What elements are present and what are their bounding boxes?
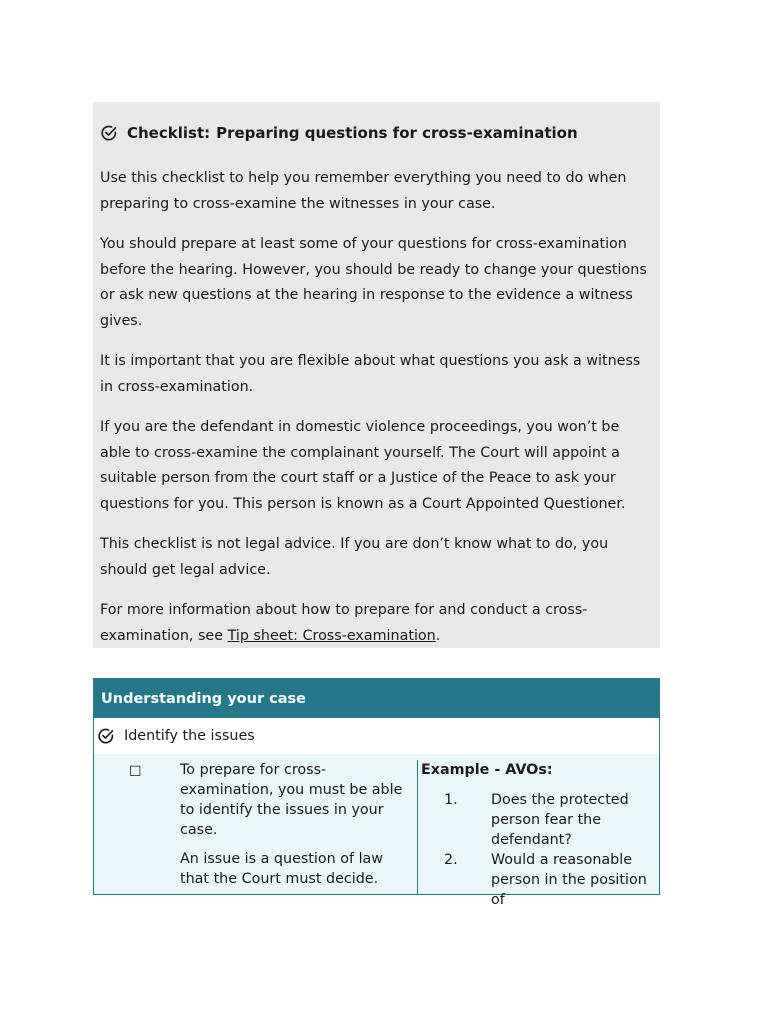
identify-issues-label: Identify the issues xyxy=(124,728,255,744)
checklist-title-text: Preparing questions for cross-examination xyxy=(216,124,578,142)
example-item-text: Does the protected person fear the defendant? xyxy=(491,792,629,848)
intro-paragraph: You should prepare at least some of your questions for cross-examination before the hearing. However, you should be ready to change your questions or ask new questions at the hearing in response to the evidence a witness gives. xyxy=(100,236,647,329)
more-info-prefix: For more information about how to prepare for and conduct a cross-examination, see xyxy=(100,602,588,644)
task-checkbox[interactable]: ☐ xyxy=(129,764,142,780)
tip-sheet-link[interactable]: Tip sheet: Cross-examination xyxy=(227,627,436,644)
issue-explanation-paragraph: An issue is a question of law that the Court must decide. xyxy=(180,851,383,887)
example-item-text: Would a reasonable person in the position of xyxy=(491,852,647,908)
check-circle-icon xyxy=(100,124,118,142)
issue-explanation xyxy=(180,760,416,898)
example-avos xyxy=(421,760,659,908)
more-info-suffix: . xyxy=(435,627,441,644)
example-item-number: 2. xyxy=(444,852,458,868)
example-list xyxy=(421,790,659,910)
understanding-case-table xyxy=(93,678,660,908)
column-divider xyxy=(417,760,418,894)
example-item-number: 1. xyxy=(444,792,458,808)
intro-box xyxy=(93,102,660,648)
example-title: Example - AVOs: xyxy=(421,762,553,778)
checklist-title-label: Checklist: xyxy=(127,124,211,142)
intro-paragraph: Use this checklist to help you remember everything you need to do when preparing to cross-examine the witnesses in your case. xyxy=(100,170,627,212)
case-table-header: Understanding your case xyxy=(94,679,659,718)
intro-paragraph: If you are the defendant in domestic violence proceedings, you won’t be able to cross-examine the complainant yourself. The Court will appoint a suitable person from the court staff or a Justice of the Peace to ask your questions for you. This person is known as a Court Appointed Questioner. xyxy=(100,419,626,512)
intro-paragraph: It is important that you are flexible about what questions you ask a witness in cross-examination. xyxy=(100,353,641,395)
check-circle-icon xyxy=(97,727,115,745)
intro-paragraph: This checklist is not legal advice. If you are don’t know what to do, you should get legal advice. xyxy=(100,536,609,578)
issue-explanation-paragraph: To prepare for cross-examination, you must be able to identify the issues in your case. xyxy=(180,762,403,838)
identify-issues-detail xyxy=(94,754,659,908)
example-item xyxy=(421,790,659,850)
example-item xyxy=(421,850,659,910)
more-info-paragraph xyxy=(100,598,650,649)
checklist-title xyxy=(100,124,650,142)
identify-issues-row xyxy=(94,718,659,754)
